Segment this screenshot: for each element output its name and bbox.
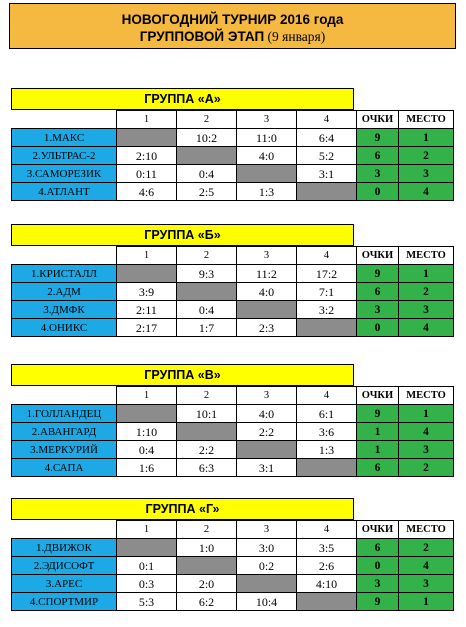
place-cell: 3	[399, 441, 454, 459]
diagonal-cell	[177, 283, 237, 301]
group-title: ГРУППА «В»	[11, 364, 354, 386]
score-cell: 2:6	[297, 557, 357, 575]
score-cell: 1:7	[177, 319, 237, 337]
header-row	[12, 111, 454, 129]
diagonal-cell	[177, 557, 237, 575]
score-cell: 2:5	[177, 183, 237, 201]
score-cell: 2:3	[237, 319, 297, 337]
corner-cell	[12, 247, 117, 265]
points-header: ОЧКИ	[357, 521, 399, 539]
diagonal-cell	[237, 165, 297, 183]
corner-cell	[12, 387, 117, 405]
header-row	[12, 387, 454, 405]
group-title: ГРУППА «А»	[11, 88, 354, 110]
score-cell: 11:2	[237, 265, 297, 283]
team-name: 1.ДВИЖОК	[12, 539, 117, 557]
team-name: 2.АДМ	[12, 283, 117, 301]
score-cell: 10:4	[237, 593, 297, 611]
place-cell: 3	[399, 301, 454, 319]
table-row	[12, 575, 454, 593]
place-header: МЕСТО	[399, 111, 454, 129]
score-cell: 2:17	[117, 319, 177, 337]
score-cell: 3:9	[117, 283, 177, 301]
diagonal-cell	[297, 459, 357, 477]
score-cell: 0:11	[117, 165, 177, 183]
team-name: 4.АТЛАНТ	[12, 183, 117, 201]
score-cell: 2:0	[177, 575, 237, 593]
team-name: 3.АРЕС	[12, 575, 117, 593]
table-row	[12, 539, 454, 557]
score-cell: 11:0	[237, 129, 297, 147]
score-cell: 3:1	[297, 165, 357, 183]
score-cell: 7:1	[297, 283, 357, 301]
points-header: ОЧКИ	[357, 387, 399, 405]
corner-cell	[12, 521, 117, 539]
place-cell: 1	[399, 405, 454, 423]
place-header: МЕСТО	[399, 521, 454, 539]
points-header: ОЧКИ	[357, 111, 399, 129]
diagonal-cell	[117, 539, 177, 557]
stage-date: (9 января)	[267, 29, 326, 44]
diagonal-cell	[237, 441, 297, 459]
stage-subtitle	[10, 29, 455, 45]
points-cell: 6	[357, 459, 399, 477]
diagonal-cell	[297, 183, 357, 201]
column-number: 1	[117, 521, 177, 539]
points-cell: 3	[357, 165, 399, 183]
score-cell: 2:2	[177, 441, 237, 459]
score-cell: 17:2	[297, 265, 357, 283]
score-cell: 3:6	[297, 423, 357, 441]
column-number: 4	[297, 247, 357, 265]
score-cell: 9:3	[177, 265, 237, 283]
corner-cell	[12, 111, 117, 129]
score-cell: 0:4	[117, 441, 177, 459]
team-name: 4.САПА	[12, 459, 117, 477]
diagonal-cell	[297, 593, 357, 611]
place-cell: 1	[399, 593, 454, 611]
place-cell: 3	[399, 575, 454, 593]
score-cell: 1:3	[297, 441, 357, 459]
score-cell: 4:10	[297, 575, 357, 593]
table-row	[12, 557, 454, 575]
points-cell: 3	[357, 575, 399, 593]
score-cell: 10:1	[177, 405, 237, 423]
header-row	[12, 247, 454, 265]
column-number: 2	[177, 247, 237, 265]
table-row	[12, 183, 454, 201]
column-number: 4	[297, 387, 357, 405]
score-cell: 1:6	[117, 459, 177, 477]
header-row	[12, 521, 454, 539]
score-cell: 1:0	[177, 539, 237, 557]
score-cell: 10:2	[177, 129, 237, 147]
score-cell: 0:4	[177, 301, 237, 319]
diagonal-cell	[177, 147, 237, 165]
score-cell: 2:11	[117, 301, 177, 319]
group-table	[11, 386, 454, 477]
team-name: 2.ЭДИСОФТ	[12, 557, 117, 575]
points-cell: 0	[357, 183, 399, 201]
points-cell: 6	[357, 147, 399, 165]
place-cell: 4	[399, 183, 454, 201]
column-number: 1	[117, 247, 177, 265]
place-cell: 4	[399, 557, 454, 575]
score-cell: 3:5	[297, 539, 357, 557]
place-cell: 1	[399, 129, 454, 147]
place-cell: 2	[399, 147, 454, 165]
team-name: 1.КРИСТАЛЛ	[12, 265, 117, 283]
points-cell: 6	[357, 539, 399, 557]
group-table	[11, 520, 454, 611]
points-cell: 9	[357, 405, 399, 423]
table-row	[12, 593, 454, 611]
table-row	[12, 265, 454, 283]
place-header: МЕСТО	[399, 387, 454, 405]
score-cell: 3:0	[237, 539, 297, 557]
table-row	[12, 165, 454, 183]
tournament-title: НОВОГОДНИЙ ТУРНИР 2016 года	[121, 12, 344, 27]
points-cell: 9	[357, 129, 399, 147]
score-cell: 5:3	[117, 593, 177, 611]
points-cell: 1	[357, 441, 399, 459]
team-name: 1.ГОЛЛАНДЕЦ	[12, 405, 117, 423]
score-cell: 4:0	[237, 405, 297, 423]
team-name: 1.МАКС	[12, 129, 117, 147]
diagonal-cell	[297, 319, 357, 337]
score-cell: 1:3	[237, 183, 297, 201]
points-cell: 3	[357, 301, 399, 319]
table-row	[12, 459, 454, 477]
column-number: 1	[117, 111, 177, 129]
diagonal-cell	[237, 301, 297, 319]
table-row	[12, 405, 454, 423]
table-row	[12, 423, 454, 441]
table-row	[12, 441, 454, 459]
score-cell: 6:1	[297, 405, 357, 423]
place-cell: 4	[399, 319, 454, 337]
score-cell: 0:2	[237, 557, 297, 575]
team-name: 4.СПОРТМИР	[12, 593, 117, 611]
points-cell: 6	[357, 283, 399, 301]
column-number: 1	[117, 387, 177, 405]
place-cell: 2	[399, 459, 454, 477]
score-cell: 5:2	[297, 147, 357, 165]
column-number: 3	[237, 111, 297, 129]
group-title: ГРУППА «Б»	[11, 224, 354, 246]
score-cell: 0:4	[177, 165, 237, 183]
points-cell: 9	[357, 265, 399, 283]
points-header: ОЧКИ	[357, 247, 399, 265]
place-cell: 2	[399, 283, 454, 301]
score-cell: 4:0	[237, 283, 297, 301]
score-cell: 0:3	[117, 575, 177, 593]
diagonal-cell	[117, 129, 177, 147]
stage-name: ГРУППОВОЙ ЭТАП	[139, 29, 265, 44]
column-number: 3	[237, 387, 297, 405]
column-number: 3	[237, 247, 297, 265]
column-number: 2	[177, 111, 237, 129]
table-row	[12, 129, 454, 147]
table-row	[12, 319, 454, 337]
column-number: 2	[177, 387, 237, 405]
table-row	[12, 147, 454, 165]
diagonal-cell	[117, 405, 177, 423]
score-cell: 3:1	[237, 459, 297, 477]
place-cell: 4	[399, 423, 454, 441]
score-cell: 4:6	[117, 183, 177, 201]
score-cell: 3:2	[297, 301, 357, 319]
group-table	[11, 110, 454, 201]
score-cell: 6:2	[177, 593, 237, 611]
group-table	[11, 246, 454, 337]
score-cell: 6:3	[177, 459, 237, 477]
team-name: 3.САМОРЕЗИК	[12, 165, 117, 183]
points-cell: 0	[357, 319, 399, 337]
column-number: 2	[177, 521, 237, 539]
group-title: ГРУППА «Г»	[11, 498, 354, 520]
team-name: 2.АВАНГАРД	[12, 423, 117, 441]
table-row	[12, 301, 454, 319]
place-header: МЕСТО	[399, 247, 454, 265]
score-cell: 0:1	[117, 557, 177, 575]
table-row	[12, 283, 454, 301]
score-cell: 1:10	[117, 423, 177, 441]
diagonal-cell	[177, 423, 237, 441]
team-name: 2.УЛЬТРАС-2	[12, 147, 117, 165]
score-cell: 2:10	[117, 147, 177, 165]
team-name: 3.МЕРКУРИЙ	[12, 441, 117, 459]
team-name: 3.ДМФК	[12, 301, 117, 319]
place-cell: 3	[399, 165, 454, 183]
column-number: 3	[237, 521, 297, 539]
place-cell: 1	[399, 265, 454, 283]
tournament-header	[9, 3, 456, 49]
score-cell: 6:4	[297, 129, 357, 147]
score-cell: 4:0	[237, 147, 297, 165]
column-number: 4	[297, 111, 357, 129]
points-cell: 9	[357, 593, 399, 611]
points-cell: 1	[357, 423, 399, 441]
score-cell: 2:2	[237, 423, 297, 441]
place-cell: 2	[399, 539, 454, 557]
team-name: 4.ОНИКС	[12, 319, 117, 337]
diagonal-cell	[117, 265, 177, 283]
points-cell: 0	[357, 557, 399, 575]
diagonal-cell	[237, 575, 297, 593]
column-number: 4	[297, 521, 357, 539]
